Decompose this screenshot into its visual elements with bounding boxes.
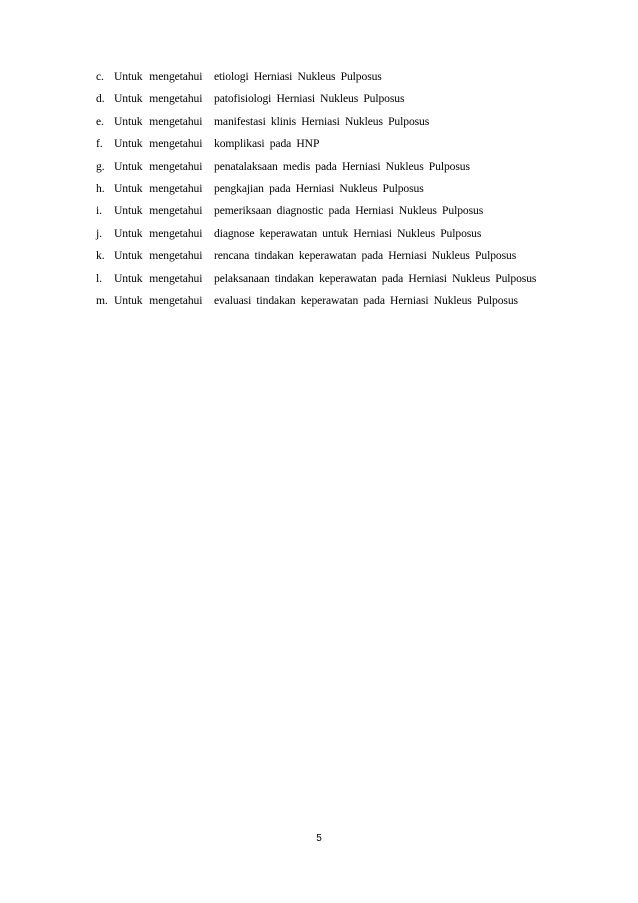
list-item-prefix: Untuk mengetahui [114, 70, 203, 83]
list-item-text: pengkajian pada Herniasi Nukleus Pulposus [214, 181, 424, 195]
list-item-prefix: Untuk mengetahui [114, 92, 203, 106]
list-item [96, 156, 576, 178]
list-item-text: patofisiologi Herniasi Nukleus Pulposus [214, 92, 405, 106]
list-marker: j. [96, 226, 102, 240]
list-marker: g. [96, 159, 105, 173]
list-marker: l. [96, 271, 102, 285]
list-marker: e. [96, 114, 104, 128]
list-item-text: pelaksanaan tindakan keperawatan pada Herniasi Nukleus Pulposus [214, 271, 537, 285]
list-marker: k. [96, 249, 105, 263]
list-item-text: pemeriksaan diagnostic pada Herniasi Nukleus Pulposus [214, 204, 484, 218]
page-number: 5 [316, 833, 322, 844]
list-item [96, 66, 576, 88]
list-item-prefix: Untuk mengetahui [114, 114, 203, 128]
list-item-prefix: Untuk mengetahui [114, 181, 203, 195]
objectives-list [96, 66, 576, 312]
list-item [96, 88, 576, 110]
list-marker: d. [96, 92, 105, 106]
list-item-prefix: Untuk mengetahui [114, 271, 203, 285]
list-marker: f. [96, 137, 103, 151]
list-item-prefix: Untuk mengetahui [114, 226, 203, 240]
list-item [96, 245, 576, 267]
list-item-text: manifestasi klinis Herniasi Nukleus Pulposus [214, 114, 430, 128]
list-item-text: etiologi Herniasi Nukleus Pulposus [214, 70, 382, 83]
list-item [96, 290, 576, 312]
list-item [96, 178, 576, 200]
list-item-text: komplikasi pada HNP [214, 137, 320, 151]
list-item-text: penatalaksaan medis pada Herniasi Nukleus Pulposus [214, 159, 470, 173]
list-item-prefix: Untuk mengetahui [114, 293, 203, 307]
list-item-prefix: Untuk mengetahui [114, 159, 203, 173]
list-marker: i. [96, 204, 102, 218]
list-marker: h. [96, 181, 105, 195]
list-item [96, 133, 576, 155]
list-item [96, 200, 576, 222]
list-item-text: evaluasi tindakan keperawatan pada Herniasi Nukleus Pulposus [214, 293, 518, 307]
list-item-prefix: Untuk mengetahui [114, 204, 203, 218]
list-marker: c. [96, 70, 104, 83]
list-item-text: diagnose keperawatan untuk Herniasi Nukleus Pulposus [214, 226, 482, 240]
list-marker: m. [96, 293, 108, 307]
list-item-text: rencana tindakan keperawatan pada Herniasi Nukleus Pulposus [214, 249, 517, 263]
list-item [96, 268, 576, 290]
list-item [96, 111, 576, 133]
list-item-prefix: Untuk mengetahui [114, 137, 203, 151]
list-item-prefix: Untuk mengetahui [114, 249, 203, 263]
list-item [96, 223, 576, 245]
